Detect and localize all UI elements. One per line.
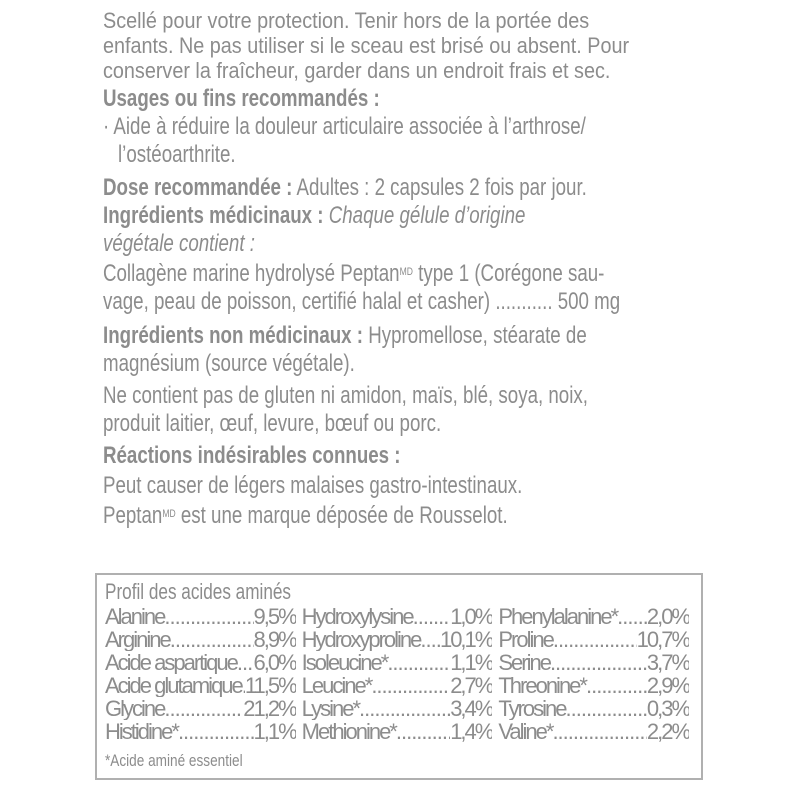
free-of: produit laitier, œuf, levure, bœuf ou porc.	[103, 410, 442, 437]
leader-dots	[359, 697, 450, 720]
amino-cell	[105, 605, 296, 628]
ingredient-text: Collagène marine hydrolysé Peptan	[103, 260, 400, 287]
amino-name: Hydroxylysine	[301, 605, 413, 628]
leader-dots	[387, 651, 450, 674]
nonmedicinal-heading: Ingrédients non médicinaux :	[103, 322, 364, 349]
amino-name: Hydroxyproline	[301, 628, 421, 651]
brand: Peptan	[103, 502, 163, 529]
amino-name: Acide aspartique	[105, 651, 237, 674]
uses-heading: Usages ou fins recommandés :	[103, 85, 380, 112]
leader-dots	[164, 697, 243, 720]
amino-cell	[302, 605, 493, 628]
amino-name: Proline	[498, 628, 553, 651]
amino-name: Valine*	[498, 720, 553, 743]
amino-name: Methionine*	[301, 720, 396, 743]
nonmedicinal-text: Hypromellose, stéarate de	[368, 322, 587, 349]
dose-heading: Dose recommandée :	[103, 174, 293, 201]
amino-name: Arginine	[105, 628, 170, 651]
leader-dots	[164, 605, 253, 628]
amino-value: 2,7%	[450, 674, 493, 697]
amino-footnote: *Acide aminé essentiel	[105, 751, 243, 770]
amino-value: 1,0%	[450, 605, 493, 628]
amino-row	[105, 628, 695, 651]
leader-dots	[396, 720, 450, 743]
leader-dots	[371, 674, 450, 697]
amino-cell	[498, 720, 689, 743]
amino-value: 2,0%	[646, 605, 690, 628]
amino-value: 8,9%	[253, 628, 296, 651]
amino-value: 10,1%	[439, 628, 493, 651]
amino-name: Phenylalanine*	[498, 605, 618, 628]
leader-dots	[237, 651, 254, 674]
warning-line: enfants. Ne pas utiliser si le sceau est brisé ou absent. Pour	[103, 33, 630, 58]
amino-name: Lysine*	[301, 697, 360, 720]
amino-name: Threonine*	[498, 674, 586, 697]
amino-row	[105, 697, 695, 720]
amino-cell	[498, 605, 689, 628]
amino-cell	[105, 697, 296, 720]
medicinal	[103, 203, 525, 229]
amino-name: Alanine	[105, 605, 165, 628]
amino-cell	[498, 628, 689, 651]
amino-row	[105, 720, 695, 743]
leader-dots	[178, 720, 254, 743]
amino-name: Serine	[498, 651, 550, 674]
amino-name: Histidine*	[105, 720, 178, 743]
dose-text: Adultes : 2 capsules 2 fois par jour.	[296, 174, 587, 201]
medicinal-ingredient	[103, 261, 604, 287]
medicinal-heading: Ingrédients médicinaux :	[103, 202, 324, 229]
nonmedicinal	[103, 323, 587, 349]
leader-dots	[586, 674, 647, 697]
amino-cell	[105, 628, 296, 651]
dose	[103, 175, 587, 201]
leader-dots	[617, 605, 647, 628]
trademark-text: est une marque déposée de Rousselot.	[175, 502, 508, 529]
leader-dots	[413, 605, 451, 628]
bullet: ·	[103, 113, 110, 140]
amino-grid	[105, 605, 695, 743]
leader-dots	[550, 651, 647, 674]
warning-line: conserver la fraîcheur, garder dans un endroit frais et sec.	[103, 58, 611, 83]
leader-dots	[170, 628, 254, 651]
amino-cell	[498, 697, 689, 720]
amino-cell	[302, 674, 493, 697]
amino-title: Profil des acides aminés	[105, 579, 291, 604]
leader-dots	[420, 628, 440, 651]
amino-cell	[302, 651, 493, 674]
amino-cell	[498, 674, 689, 697]
trademark-note	[103, 503, 508, 529]
amino-cell	[105, 720, 296, 743]
amino-row	[105, 605, 695, 628]
medicinal-ingredient-cont: vage, peau de poisson, certifié halal et casher) ........... 500 mg	[103, 288, 621, 315]
medicinal-intro: Chaque gélule d’origine	[328, 202, 526, 229]
reactions-text: Peut causer de légers malaises gastro-intestinaux.	[103, 472, 523, 499]
amino-cell	[105, 674, 296, 697]
amino-value: 3,7%	[646, 651, 690, 674]
amino-value: 1,1%	[450, 651, 493, 674]
amino-row	[105, 674, 695, 697]
amino-value: 1,4%	[450, 720, 493, 743]
trademark-sup: MD	[162, 508, 176, 520]
amino-value: 21,2%	[243, 697, 296, 720]
free-of: Ne contient pas de gluten ni amidon, maïs, blé, soya, noix,	[103, 382, 588, 409]
amino-value: 6,0%	[253, 651, 296, 674]
amino-row	[105, 651, 695, 674]
amino-value: 11,5%	[244, 674, 296, 697]
amino-acid-profile	[95, 573, 703, 780]
amino-value: 2,9%	[646, 674, 690, 697]
amino-value: 9,5%	[253, 605, 296, 628]
trademark-sup: MD	[399, 266, 413, 278]
warning-line: Scellé pour votre protection. Tenir hors de la portée des	[103, 8, 590, 33]
amino-name: Glycine	[105, 697, 165, 720]
amino-value: 3,4%	[450, 697, 493, 720]
amino-name: Tyrosine	[498, 697, 566, 720]
amino-value: 0,3%	[646, 697, 690, 720]
amino-value: 10,7%	[636, 628, 690, 651]
amino-value: 2,2%	[646, 720, 690, 743]
reactions-heading: Réactions indésirables connues :	[103, 442, 401, 469]
leader-dots	[553, 628, 637, 651]
medicinal-intro-cont: végétale contient :	[103, 230, 255, 257]
amino-name: Acide glutamique	[105, 674, 242, 697]
ingredient-text: type 1 (Corégone sau-	[412, 260, 605, 287]
amino-name: Isoleucine*	[301, 651, 388, 674]
leader-dots	[552, 720, 646, 743]
amino-value: 1,1%	[253, 720, 296, 743]
uses-item	[103, 114, 586, 140]
amino-cell	[498, 651, 689, 674]
amino-cell	[105, 651, 296, 674]
amino-cell	[302, 697, 493, 720]
amino-cell	[302, 720, 493, 743]
leader-dots	[566, 697, 647, 720]
uses-item-cont: l’ostéoarthrite.	[118, 141, 236, 168]
nonmedicinal-cont: magnésium (source végétale).	[103, 350, 355, 377]
uses-text: Aide à réduire la douleur articulaire associée à l’arthrose/	[113, 113, 586, 140]
amino-cell	[302, 628, 493, 651]
amino-name: Leucine*	[301, 674, 372, 697]
